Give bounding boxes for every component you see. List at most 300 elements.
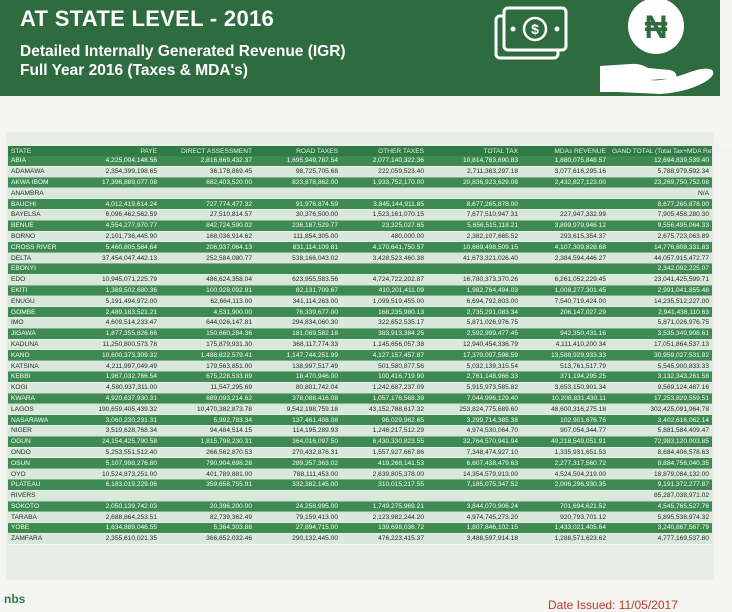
cell-grand-total: 3,402,616,062.14 [609,415,712,426]
cell-direct-assessment: 175,879,931.30 [160,339,255,350]
cell-grand-total: 30,959,027,531.92 [609,350,712,361]
cell-state: EDO [8,274,70,285]
table-row [8,253,712,264]
cell-other-taxes: 310,015,217.55 [341,479,427,490]
cell-other-taxes: 1,933,752,170.00 [341,177,427,188]
cell-total-tax: 4,974,745,273.20 [427,512,521,523]
cell-other-taxes: 419,268,141.53 [341,458,427,469]
cell-state: NIGER [8,425,70,436]
column-header-other-taxes: OTHER TAXES [341,146,427,156]
cell-total-tax: 7,185,075,347.52 [427,479,521,490]
cell-state: SOKOTO [8,501,70,512]
cell-other-taxes: 322,652,535.17 [341,317,427,328]
cell-total-tax: 3,299,714,385.38 [427,415,521,426]
cell-total-tax: 16,780,373,370.26 [427,274,521,285]
cell-other-taxes: 1,145,656,057.38 [341,339,427,350]
cell-other-taxes: 100,416,719.90 [341,371,427,382]
cell-state: KOGI [8,382,70,393]
cell-grand-total: 5,788,979,592.34 [609,166,712,177]
cell-grand-total: 8,677,265,878.00 [609,199,712,210]
cell-state: KANO [8,350,70,361]
cell-direct-assessment: 94,484,514.15 [160,425,255,436]
cell-other-taxes [341,263,427,274]
cell-state: BAYELSA [8,209,70,220]
naira-symbol: ₦ [644,9,668,45]
cell-total-tax: 2,735,291,083.34 [427,307,521,318]
cell-grand-total: 5,895,538,974.32 [609,512,712,523]
cell-mdas-revenue: 371,194,295.25 [521,371,609,382]
cell-paye [70,188,160,199]
cell-road-taxes: 788,111,453.00 [255,469,341,480]
cell-paye: 24,154,425,790.58 [70,436,160,447]
cell-total-tax: 2,711,363,297.18 [427,166,521,177]
cell-other-taxes: 1,057,176,568.39 [341,393,427,404]
cell-direct-assessment [160,490,255,501]
cell-road-taxes: 30,376,500.00 [255,209,341,220]
cell-other-taxes: 410,201,411.09 [341,285,427,296]
cell-paye: 6,096,462,562.59 [70,209,160,220]
cell-direct-assessment: 486,624,358.04 [160,274,255,285]
cell-state: ZAMFARA [8,533,70,544]
cell-mdas-revenue: 7,540,719,424.00 [521,296,609,307]
cell-total-tax: 253,824,775,689.60 [427,404,521,415]
cell-other-taxes: 501,580,877.56 [341,361,427,372]
cell-direct-assessment: 150,660,284.36 [160,328,255,339]
cell-mdas-revenue: 1,008,277,301.45 [521,285,609,296]
table-row [8,296,712,307]
cell-total-tax: 10,669,498,509.15 [427,242,521,253]
cell-direct-assessment: 168,036,914.62 [160,231,255,242]
cell-paye: 2,688,864,253.51 [70,512,160,523]
cell-mdas-revenue: 3,653,150,901.34 [521,382,609,393]
cell-mdas-revenue: 40,218,549,051.91 [521,436,609,447]
column-header-road-taxes: ROAD TAXES [255,146,341,156]
cell-road-taxes [255,490,341,501]
cell-mdas-revenue: 1,288,571,623.62 [521,533,609,544]
table-row [8,350,712,361]
cell-direct-assessment: 20,396,200.00 [160,501,255,512]
cell-direct-assessment: 252,584,080.77 [160,253,255,264]
cell-total-tax: 41,673,321,026.40 [427,253,521,264]
cell-road-taxes: 294,834,060.30 [255,317,341,328]
cell-state: BORNO [8,231,70,242]
table-row [8,382,712,393]
cell-grand-total: 23,041,425,599.71 [609,274,712,285]
cell-other-taxes: 4,724,722,202.87 [341,274,427,285]
cell-direct-assessment: 727,774,477.32 [160,199,255,210]
cell-grand-total: 23,269,750,752.08 [609,177,712,188]
table-row [8,436,712,447]
cell-state: EKITI [8,285,70,296]
cell-road-taxes: 364,016,097.50 [255,436,341,447]
cell-other-taxes: 2,077,140,322.36 [341,156,427,166]
cell-direct-assessment [160,188,255,199]
cell-total-tax: 2,761,148,966.33 [427,371,521,382]
cell-direct-assessment: 675,228,533.89 [160,371,255,382]
cell-mdas-revenue [521,188,609,199]
cell-mdas-revenue: 513,761,517.79 [521,361,609,372]
cell-state: CROSS RIVER [8,242,70,253]
table-row [8,220,712,231]
table-row [8,523,712,534]
cell-state: YOBE [8,523,70,534]
cell-grand-total: 44,057,915,472.77 [609,253,712,264]
cell-grand-total: 5,545,900,833.33 [609,361,712,372]
cell-grand-total: 302,425,091,964.78 [609,404,712,415]
cell-state: DELTA [8,253,70,264]
nbs-logo: nbs [4,592,26,606]
cell-state: EBONYI [8,263,70,274]
cell-direct-assessment: 10,470,382,873.78 [160,404,255,415]
cell-road-taxes: 236,187,529.77 [255,220,341,231]
table-row [8,285,712,296]
cell-state: BAUCHI [8,199,70,210]
cell-grand-total: 7,905,458,280.30 [609,209,712,220]
cell-other-taxes: 139,698,036.72 [341,523,427,534]
cell-total-tax: 12,940,454,336.79 [427,339,521,350]
cell-road-taxes: 332,382,145.00 [255,479,341,490]
cell-direct-assessment: 359,658,755.91 [160,479,255,490]
cell-mdas-revenue: 3,077,616,295.16 [521,166,609,177]
cell-paye: 10,524,873,251.00 [70,469,160,480]
cell-total-tax: 2,592,999,477.45 [427,328,521,339]
cell-road-taxes [255,188,341,199]
cell-other-taxes: 2,123,982,244.20 [341,512,427,523]
cell-other-taxes: 1,523,161,070.15 [341,209,427,220]
cell-grand-total: 5,871,026,976.75 [609,317,712,328]
cell-direct-assessment: 82,739,362.49 [160,512,255,523]
cell-other-taxes: 1,242,687,237.09 [341,382,427,393]
cell-direct-assessment: 1,488,822,579.41 [160,350,255,361]
cell-total-tax: 7,044,996,129.40 [427,393,521,404]
cell-road-taxes: 138,997,517.49 [255,361,341,372]
cell-mdas-revenue: 6,261,052,229.45 [521,274,609,285]
cell-direct-assessment: 11,547,295.69 [160,382,255,393]
cell-grand-total: 3,535,349,908.61 [609,328,712,339]
cell-total-tax: 3,488,597,914.18 [427,533,521,544]
cell-grand-total: 9,191,372,277.87 [609,479,712,490]
cell-other-taxes: 1,246,217,512.29 [341,425,427,436]
cell-other-taxes: 1,099,519,455.00 [341,296,427,307]
cell-direct-assessment: 682,403,520.00 [160,177,255,188]
cell-state: PLATEAU [8,479,70,490]
cell-paye: 4,211,997,049.49 [70,361,160,372]
cell-paye: 1,877,355,826.66 [70,328,160,339]
cell-road-taxes: 91,976,874.59 [255,199,341,210]
cell-paye [70,490,160,501]
cell-total-tax: 17,370,097,598.59 [427,350,521,361]
cell-direct-assessment: 100,928,092.91 [160,285,255,296]
cell-total-tax: 7,348,474,927.10 [427,447,521,458]
cell-total-tax: 5,871,026,976.75 [427,317,521,328]
table-row [8,533,712,544]
table-row [8,339,712,350]
cell-state: AKWA IBOM [8,177,70,188]
cell-mdas-revenue: 206,147,027.29 [521,307,609,318]
cell-total-tax [427,188,521,199]
cell-road-taxes: 9,542,198,759.18 [255,404,341,415]
cell-paye: 2,354,399,198.65 [70,166,160,177]
cell-other-taxes: 168,235,980.13 [341,307,427,318]
cell-paye: 6,183,019,229.06 [70,479,160,490]
cell-direct-assessment: 179,563,851.00 [160,361,255,372]
cell-paye: 5,191,494,972.00 [70,296,160,307]
table-row [8,231,712,242]
cell-other-taxes [341,188,427,199]
cell-other-taxes: 1,749,275,969.21 [341,501,427,512]
cell-paye: 3,519,628,768.34 [70,425,160,436]
cell-mdas-revenue: 4,524,504,219.00 [521,469,609,480]
cell-paye [70,263,160,274]
cell-state: JIGAWA [8,328,70,339]
cell-other-taxes: 383,913,384.25 [341,328,427,339]
cell-paye: 1,389,502,680.36 [70,285,160,296]
cell-road-taxes: 24,258,995.00 [255,501,341,512]
cell-road-taxes: 289,357,363.02 [255,458,341,469]
cell-grand-total: 8,684,406,578.63 [609,447,712,458]
table-row [8,328,712,339]
cell-grand-total: 14,235,512,227.00 [609,296,712,307]
cell-mdas-revenue: 102,901,676.76 [521,415,609,426]
table-row [8,501,712,512]
cell-other-taxes: 96,029,962.65 [341,415,427,426]
cell-total-tax: 5,656,515,118.21 [427,220,521,231]
column-header-total-tax: TOTAL TAX [427,146,521,156]
table-row [8,415,712,426]
cell-total-tax [427,263,521,274]
cell-road-taxes: 181,069,582.18 [255,328,341,339]
cell-paye: 2,489,183,521.21 [70,307,160,318]
cell-mdas-revenue: 2,384,594,446.27 [521,253,609,264]
cell-mdas-revenue: 13,588,929,933.33 [521,350,609,361]
table-row [8,188,712,199]
cell-state: OYO [8,469,70,480]
table-row [8,371,712,382]
igr-table [8,146,732,545]
table-row [8,490,712,501]
cell-paye: 4,012,419,614.24 [70,199,160,210]
cell-paye: 1,634,889,046.55 [70,523,160,534]
column-header-mdas-revenue: MDAs REVENUE [521,146,609,156]
cell-total-tax: 5,915,973,585.82 [427,382,521,393]
cell-mdas-revenue [521,317,609,328]
cell-paye: 5,107,998,276.80 [70,458,160,469]
table-body [8,156,712,544]
cell-direct-assessment: 842,724,590.02 [160,220,255,231]
cell-state: RIVERS [8,490,70,501]
cell-paye: 4,609,514,233.47 [70,317,160,328]
cell-total-tax: 3,844,070,906.24 [427,501,521,512]
cell-road-taxes: 111,854,305.00 [255,231,341,242]
cell-state: OGUN [8,436,70,447]
table-row [8,361,712,372]
cell-other-taxes: 3,428,523,460.38 [341,253,427,264]
cell-grand-total: 9,556,495,064.33 [609,220,712,231]
cell-road-taxes: 114,195,289.93 [255,425,341,436]
cell-grand-total: 14,776,808,331.83 [609,242,712,253]
cell-paye: 2,101,736,445.90 [70,231,160,242]
cell-mdas-revenue: 701,694,621.52 [521,501,609,512]
cell-other-taxes: 6,430,330,823.55 [341,436,427,447]
cell-road-taxes: 18,470,946.00 [255,371,341,382]
cell-state: IMO [8,317,70,328]
cell-direct-assessment: 36,178,869.45 [160,166,255,177]
cell-paye: 37,454,047,442.13 [70,253,160,264]
cell-road-taxes: 341,114,263.00 [255,296,341,307]
cell-other-taxes: 480,000.00 [341,231,427,242]
cell-grand-total: 4,777,169,537.80 [609,533,712,544]
cell-state: ADAMAWA [8,166,70,177]
cell-other-taxes [341,490,427,501]
coin-in-hand-icon [600,0,713,94]
cell-mdas-revenue: 48,600,316,275.18 [521,404,609,415]
cell-total-tax: 20,836,923,629.08 [427,177,521,188]
cell-state: TARABA [8,512,70,523]
cell-direct-assessment [160,263,255,274]
cell-paye: 190,659,405,439.32 [70,404,160,415]
table-row [8,274,712,285]
cell-state: ONDO [8,447,70,458]
cell-road-taxes [255,263,341,274]
header-illustration [480,0,720,96]
cell-paye: 17,396,889,077.08 [70,177,160,188]
cell-direct-assessment: 366,652,032.46 [160,533,255,544]
table-row [8,199,712,210]
cell-other-taxes: 4,170,641,750.57 [341,242,427,253]
cell-total-tax [427,490,521,501]
table-row [8,469,712,480]
table-row [8,209,712,220]
cell-total-tax: 8,677,265,878.00 [427,199,521,210]
cell-direct-assessment: 5,992,783.34 [160,415,255,426]
cell-grand-total: 12,694,839,539.40 [609,156,712,166]
cell-paye: 10,600,373,309.32 [70,350,160,361]
cell-grand-total: 2,342,092,225.07 [609,263,712,274]
cell-mdas-revenue: 4,107,309,828.68 [521,242,609,253]
table-row [8,177,712,188]
cell-total-tax: 7,677,510,947.31 [427,209,521,220]
cell-direct-assessment: 266,562,870.53 [160,447,255,458]
cell-state: BENUE [8,220,70,231]
column-header-paye: PAYE [70,146,160,156]
cell-grand-total: 72,983,120,003.85 [609,436,712,447]
cell-grand-total: 8,884,756,040.35 [609,458,712,469]
cell-mdas-revenue: 1,433,021,405.64 [521,523,609,534]
cell-road-taxes: 82,131,709.67 [255,285,341,296]
cell-paye: 4,225,004,148.56 [70,156,160,166]
cell-paye: 4,554,277,970.77 [70,220,160,231]
cell-mdas-revenue: 3,899,979,946.12 [521,220,609,231]
cell-paye: 3,060,230,231.31 [70,415,160,426]
cell-paye: 5,460,805,584.64 [70,242,160,253]
cell-road-taxes: 79,159,413.00 [255,512,341,523]
cell-grand-total: N/A [609,188,712,199]
cell-direct-assessment: 62,664,113.00 [160,296,255,307]
cell-paye: 4,920,637,930.31 [70,393,160,404]
table-row [8,156,712,166]
cell-road-taxes: 1,147,744,251.99 [255,350,341,361]
cell-paye: 10,945,071,225.79 [70,274,160,285]
cell-grand-total: 17,051,864,537.13 [609,339,712,350]
cell-state: ABIA [8,156,70,166]
cell-grand-total: 2,941,438,110.63 [609,307,712,318]
table-row [8,317,712,328]
cell-mdas-revenue: 10,208,831,430.11 [521,393,609,404]
cell-mdas-revenue: 227,947,332.99 [521,209,609,220]
cell-paye: 2,355,610,021.35 [70,533,160,544]
cell-direct-assessment: 2,816,669,432.37 [160,156,255,166]
cell-mdas-revenue: 293,615,354.37 [521,231,609,242]
svg-text:$: $ [531,21,539,37]
cell-mdas-revenue: 4,111,410,200.34 [521,339,609,350]
cell-total-tax: 1,807,846,102.15 [427,523,521,534]
cell-mdas-revenue: 907,054,344.77 [521,425,609,436]
cell-mdas-revenue [521,490,609,501]
cell-other-taxes: 3,845,144,911.85 [341,199,427,210]
cell-direct-assessment: 790,904,698.28 [160,458,255,469]
cell-mdas-revenue: 1,335,931,651.53 [521,447,609,458]
cell-direct-assessment: 5,364,303.88 [160,523,255,534]
table-row [8,242,712,253]
table-row [8,458,712,469]
cell-state: LAGOS [8,404,70,415]
cell-road-taxes: 831,114,109.81 [255,242,341,253]
table-row [8,307,712,318]
cell-direct-assessment: 1,815,798,230.31 [160,436,255,447]
cell-paye: 5,253,551,512.40 [70,447,160,458]
cell-direct-assessment: 689,093,214.62 [160,393,255,404]
cell-road-taxes: 378,088,416.08 [255,393,341,404]
table-row [8,425,712,436]
cell-mdas-revenue [521,199,609,210]
cell-road-taxes: 538,166,043.02 [255,253,341,264]
cell-mdas-revenue [521,263,609,274]
header-banner [0,0,720,96]
cell-total-tax: 1,982,764,494.03 [427,285,521,296]
cell-road-taxes: 98,725,705.68 [255,166,341,177]
table-row [8,447,712,458]
table-row [8,166,712,177]
cell-other-taxes: 476,223,415.37 [341,533,427,544]
cell-direct-assessment: 27,510,814.57 [160,209,255,220]
table-row [8,512,712,523]
cell-state: KEBBI [8,371,70,382]
cell-total-tax: 6,694,792,803.00 [427,296,521,307]
cell-grand-total: 17,253,829,559.51 [609,393,712,404]
cell-other-taxes: 23,325,027.65 [341,220,427,231]
cell-direct-assessment: 206,937,064.13 [160,242,255,253]
column-header-grand-total: GAND TOTAL (Total Tax+MDA Revenue) [609,146,712,156]
column-header-state: STATE [8,146,70,156]
cell-state: NASARAWA [8,415,70,426]
table-row [8,393,712,404]
cell-grand-total: 18,879,084,132.00 [609,469,712,480]
cell-total-tax: 5,032,139,315.54 [427,361,521,372]
cell-paye: 11,250,800,573.78 [70,339,160,350]
cell-state: KATSINA [8,361,70,372]
cell-road-taxes: 137,461,408.08 [255,415,341,426]
cell-grand-total: 4,545,765,527.76 [609,501,712,512]
cell-other-taxes: 2,639,805,378.00 [341,469,427,480]
cell-mdas-revenue: 2,432,827,123.00 [521,177,609,188]
cell-total-tax: 4,974,530,064.70 [427,425,521,436]
cell-state: GOMBE [8,307,70,318]
cell-grand-total: 85,287,038,971.02 [609,490,712,501]
cell-paye: 2,050,139,742.03 [70,501,160,512]
cell-road-taxes: 27,894,715.00 [255,523,341,534]
cell-total-tax: 2,382,107,665.52 [427,231,521,242]
table-row [8,479,712,490]
